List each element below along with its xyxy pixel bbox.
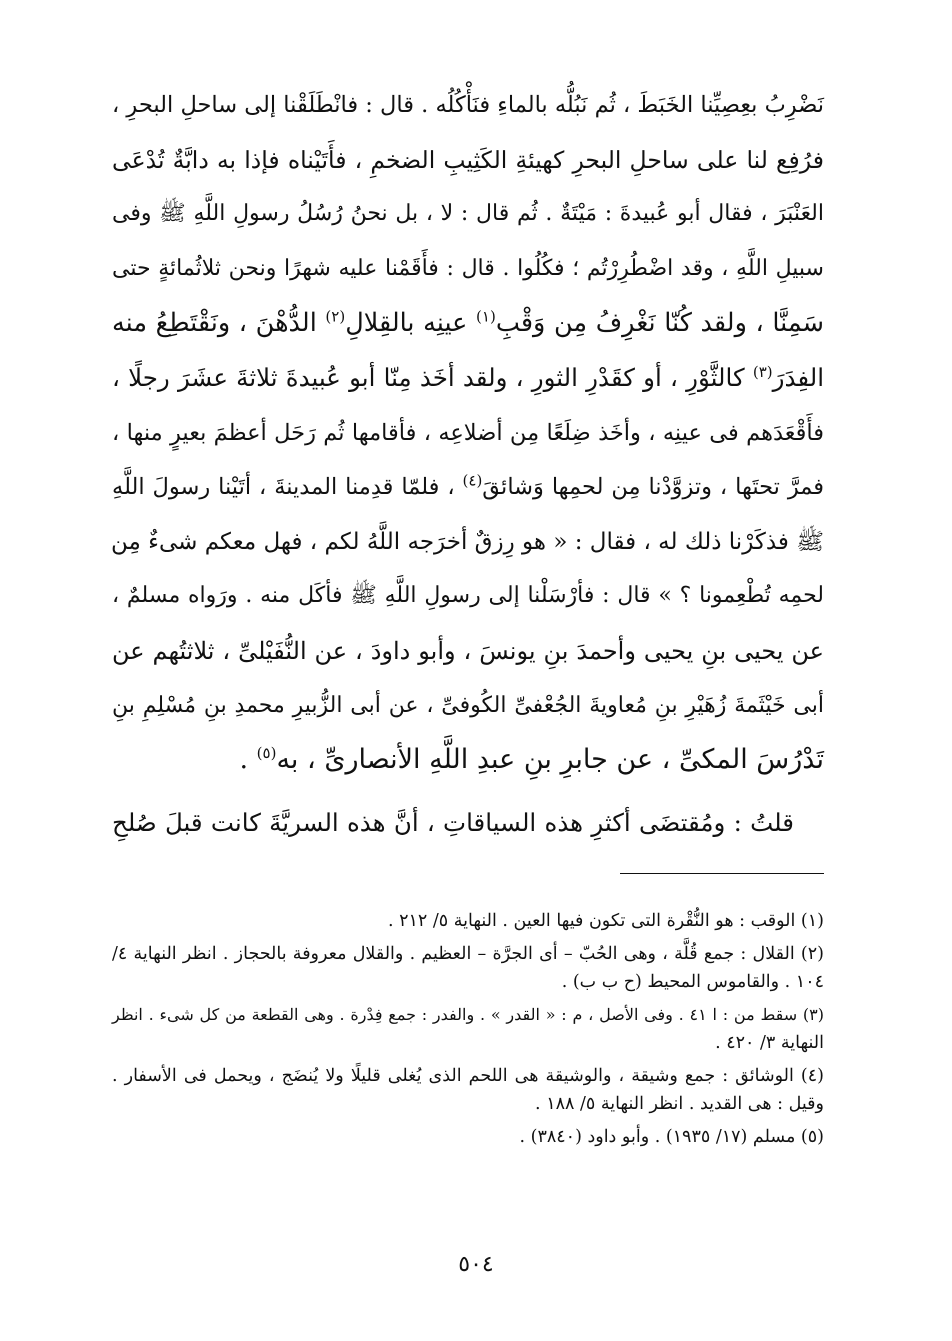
text-line: ﷺ فذكَرْنا ذلك له ، فقال : « هو رِزقٌ أخرَجه اللَّهُ لكم ، فهل معكم شىءٌ مِن — [111, 528, 824, 555]
text-line — [112, 733, 824, 788]
text-line: لحمِه تُطْعِمونا ؟ » قال : فأرْسَلْنا إلى رسولِ اللَّهِ ﷺ فأكَل منه . ورَواه مسلمٌ ، — [112, 583, 824, 609]
footnote-line: (٢) القلال : جمع قُلَّة ، وهى الحُبّ – أى الجرَّة – العظيم . والقلال معروفة بالحجاز . انظر النهاية ٤/ — [112, 943, 824, 964]
footnote-ref: (٣) — [752, 362, 773, 381]
footnote-ref: (٢) — [325, 307, 346, 326]
page-number: ٥٠٤ — [458, 1252, 494, 1277]
text-segment: عينِه بالقِلالِ — [345, 308, 477, 339]
footnote-line: وقيل : هى القديد . انظر النهاية ٥/ ١٨٨ . — [535, 1094, 824, 1114]
footnote-ref: (٥) — [256, 744, 277, 763]
text-line — [112, 351, 824, 406]
text-line: فرُفِع لنا على ساحلِ البحرِ كهيئةِ الكَثِيبِ الضخمِ ، فأَتَيْناه فإذا به دابَّةٌ تُدْعَى — [112, 145, 824, 174]
text-segment: الدُّهْنَ ، ونَقْتَطِعُ منه — [112, 308, 326, 339]
footnote-ref: (١) — [476, 307, 496, 326]
footnote-line: (٤) الوشائق : جمع وشيقة ، والوشيقة هى اللحم الذى يُغلى قليلًا ولا يُنضَج ، ويحمل فى الأسفار . — [112, 1065, 824, 1086]
text-segment: تَدْرُسَ المكىِّ ، عن جابرِ بنِ عبدِ اللَّهِ الأنصارىِّ ، به — [276, 744, 824, 776]
footnote-line: ١٠٤ . والقاموس المحيط (ح ب ب) . — [561, 972, 824, 992]
footnote-line: النهاية ٣/ ٤٢٠ . — [715, 1033, 824, 1053]
text-line: سبيلِ اللَّهِ ، وقد اضْطُرِرْتُم ؛ فكُلُوا . قال : فأَقَمْنا عليه شهرًا ونحن ثلاثُمائةٍ حتى — [112, 255, 824, 281]
footnote-separator — [620, 873, 824, 874]
text-line: نَضْرِبُ بعِصِيِّنا الخَبَطَ ، ثُم نَبُلُّه بالماءِ فنَأْكُلُه . قال : فانْطَلَقْنا إلى ساحلِ البحرِ ، — [112, 92, 824, 118]
text-line: عن يحيى بنِ يحيى وأحمدَ بنِ يونسَ ، وأبو داودَ ، عن النُّفَيْلىِّ ، ثلاثتُهم عن — [112, 636, 825, 665]
text-line: قلتُ : ومُقتضَى أكثرِ هذه السياقاتِ ، أنَّ هذه السريَّةَ كانت قبلَ صُلحِ — [112, 807, 794, 837]
text-segment: سَمِنَّا ، ولقد كُنّا نَغْرِفُ مِن وَقْبِ — [495, 308, 824, 339]
text-line: فأَقْعَدَهم فى عينِه ، وأخَذ ضِلَعًا مِن أضلاعِه ، فأقامها ثُم رَحَل أعظمَ بعيرٍ منها ، — [112, 419, 824, 446]
text-segment: كالثَّوْرِ ، أو كقَدْرِ الثورِ ، ولقد أخَذ مِنّا أبو عُبيدةَ ثلاثةَ عشَرَ رجلًا ، — [112, 362, 753, 392]
text-segment: الفِدَرَ — [772, 362, 824, 392]
footnote-line: (١) الوقب : هو النُّقْرة التى تكون فيها العين . النهاية ٥/ ٢١٢ . — [387, 911, 824, 931]
text-line: العَنْبَرَ ، فقال أبو عُبيدةَ : مَيْتَةٌ . ثُم قال : لا ، بل نحنُ رُسُلُ رسولِ اللَّهِ ﷺ وفى — [112, 201, 824, 227]
footnotes — [112, 907, 824, 1151]
footnote-line: (٣) سقط من : ا ٤١ . وفى الأصل ، م : « القدر » . والفدر : جمع فِدْرة . وهى القطعة من كل شىء . انظر — [112, 1004, 825, 1024]
footnote-ref: (٤) — [462, 471, 483, 490]
text-line: أبى خَيْثَمةَ زُهَيْرِ بنِ مُعاويةَ الجُعْفىِّ الكُوفىِّ ، عن أبى الزُّبيرِ محمدِ بنِ مُسْلِمِ بنِ — [112, 692, 824, 718]
text-segment: . — [239, 744, 257, 776]
text-line — [112, 460, 824, 515]
text-segment: ، فلمّا قدِمنا المدينةَ ، أتَيْنا رسولَ اللَّهِ — [112, 474, 463, 501]
text-segment: فمرَّ تحتَها ، وتزوَّدْنا مِن لحمِها وَشائقَ — [482, 474, 824, 501]
text-line — [112, 296, 824, 351]
footnote-line: (٥) مسلم (١٧/ ١٩٣٥) . وأبو داود (٣٨٤٠) . — [519, 1126, 824, 1147]
main-text — [112, 78, 824, 850]
